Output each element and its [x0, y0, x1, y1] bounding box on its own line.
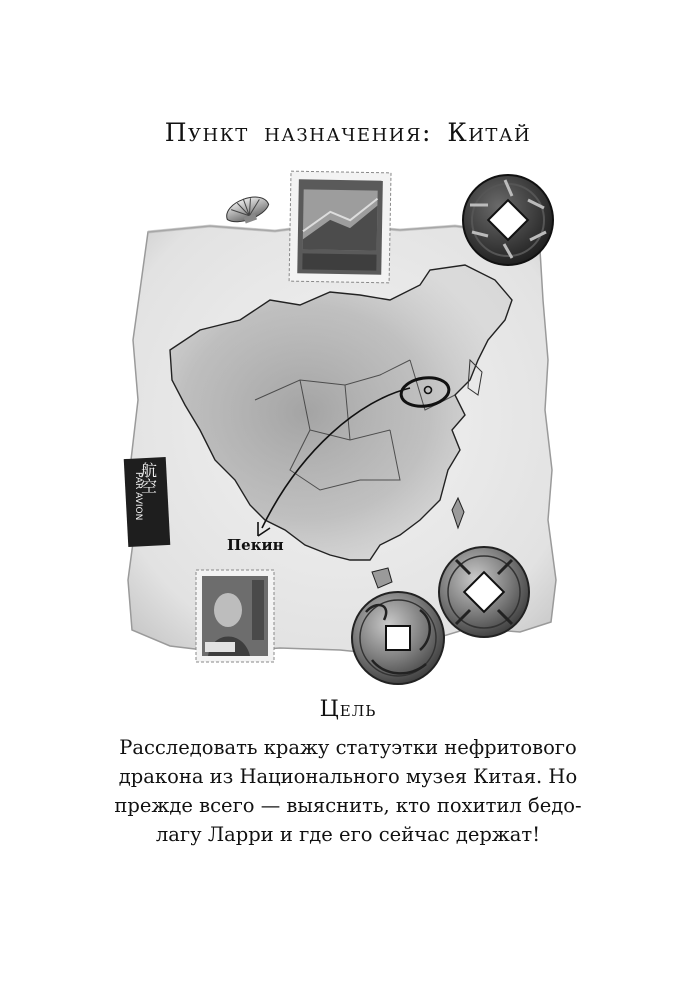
square-hole-coin-icon — [463, 175, 553, 265]
airmail-text: PAR AVION — [133, 472, 143, 521]
airmail-label — [124, 457, 171, 547]
great-wall-stamp-icon — [289, 171, 391, 283]
trigram-coin-icon — [439, 547, 529, 637]
goal-text — [100, 733, 596, 849]
page-title: Пункт назначения: Китай — [164, 118, 532, 147]
goal-line: прежде всего — выяснить, кто похитил бедо- — [114, 794, 582, 817]
goal-line: Расследовать кражу статуэтки нефритового — [119, 736, 577, 759]
goal-line: дракона из Национального музея Китая. Но — [118, 765, 578, 788]
goal-heading: Цель — [319, 697, 377, 722]
airmail-chars: 航空 — [138, 462, 158, 494]
seashell-icon — [223, 191, 273, 229]
dragon-coin-icon — [352, 592, 444, 684]
map-city-label: Пекин — [227, 536, 284, 554]
portrait-stamp-icon — [196, 570, 274, 662]
goal-line: лагу Ларри и где его сейчас держат! — [155, 823, 541, 846]
